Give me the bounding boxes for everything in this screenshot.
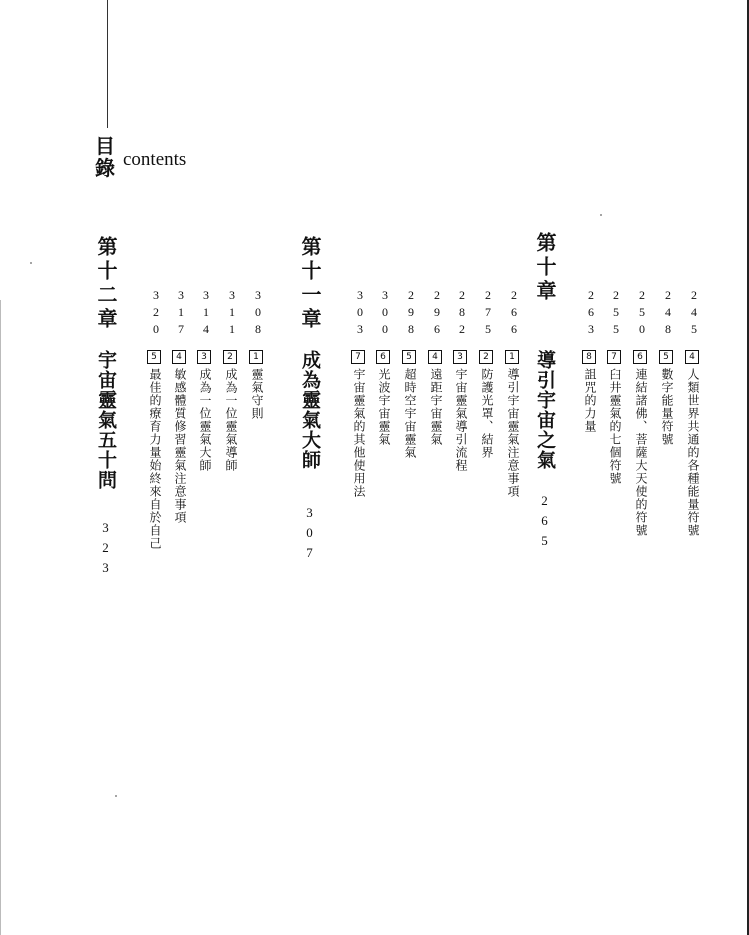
toc-entry-title: 靈氣守則 — [250, 368, 264, 420]
toc-entry-title: 敏感體質修習靈氣注意事項 — [173, 368, 187, 524]
chapter-label: 第十一章 — [298, 236, 322, 332]
toc-entry-title: 遠距宇宙靈氣 — [429, 368, 443, 446]
scan-speck — [600, 214, 602, 216]
toc-entry-page: 303 — [353, 288, 367, 339]
toc-entry-number: 4 — [172, 350, 186, 364]
scan-speck — [30, 262, 32, 264]
chapter-label: 第十章 — [533, 232, 557, 304]
toc-entry-number: 2 — [223, 350, 237, 364]
scan-speck — [115, 795, 117, 797]
toc-entry-page: 275 — [481, 288, 495, 339]
heading-en: contents — [123, 149, 187, 170]
toc-entry-number: 8 — [582, 350, 596, 364]
heading-zh: 目錄 — [95, 134, 115, 180]
toc-entry-number: 4 — [685, 350, 699, 364]
toc-entry-page: 300 — [378, 288, 392, 339]
page-edge-left — [0, 300, 1, 935]
toc-entry-title: 連結諸佛、菩薩大天使的符號 — [634, 368, 648, 537]
toc-entry-page: 248 — [661, 288, 675, 339]
toc-entry-number: 3 — [453, 350, 467, 364]
toc-entry-number: 4 — [428, 350, 442, 364]
toc-entry-page: 250 — [635, 288, 649, 339]
toc-entry-page: 255 — [609, 288, 623, 339]
toc-entry-number: 7 — [351, 350, 365, 364]
toc-entry-number: 7 — [607, 350, 621, 364]
toc-entry-title: 光波宇宙靈氣 — [377, 368, 391, 446]
toc-entry-page: 245 — [687, 288, 701, 339]
toc-entry-page: 298 — [404, 288, 418, 339]
toc-entry-title: 宇宙靈氣的其他使用法 — [352, 368, 366, 498]
toc-entry-title: 超時空宇宙靈氣 — [403, 368, 417, 459]
toc-entry-number: 1 — [505, 350, 519, 364]
toc-entry-page: 263 — [584, 288, 598, 339]
toc-entry-number: 3 — [197, 350, 211, 364]
chapter-page: 265 — [537, 493, 552, 553]
toc-entry-number: 5 — [147, 350, 161, 364]
chapter-title: 成為靈氣大師 — [299, 350, 321, 470]
toc-entry-page: 311 — [225, 288, 239, 339]
toc-entry-title: 數字能量符號 — [660, 368, 674, 446]
toc-entry-page: 317 — [174, 288, 188, 339]
vertical-rule — [107, 0, 108, 128]
toc-entry-title: 防護光罩、結界 — [480, 368, 494, 459]
toc-entry-title: 最佳的療育力量始終來自於自己 — [148, 368, 162, 550]
toc-entry-title: 成為一位靈氣導師 — [224, 368, 238, 472]
toc-entry-page: 320 — [149, 288, 163, 339]
toc-entry-number: 6 — [633, 350, 647, 364]
toc-entry-number: 5 — [402, 350, 416, 364]
toc-entry-page: 308 — [251, 288, 265, 339]
toc-entry-title: 宇宙靈氣導引流程 — [454, 368, 468, 472]
toc-entry-page: 314 — [199, 288, 213, 339]
toc-entry-number: 5 — [659, 350, 673, 364]
toc-entry-title: 導引宇宙靈氣注意事項 — [506, 368, 520, 498]
chapter-page: 307 — [302, 505, 317, 565]
toc-entry-number: 6 — [376, 350, 390, 364]
toc-entry-page: 296 — [430, 288, 444, 339]
toc-entry-title: 臼井靈氣的七個符號 — [608, 368, 622, 485]
chapter-label: 第十二章 — [94, 236, 118, 332]
toc-entry-number: 2 — [479, 350, 493, 364]
chapter-title: 宇宙靈氣五十問 — [95, 350, 117, 490]
chapter-page: 323 — [98, 520, 113, 580]
toc-entry-title: 人類世界共通的各種能量符號 — [686, 368, 700, 537]
toc-entry-page: 282 — [455, 288, 469, 339]
chapter-title: 導引宇宙之氣 — [534, 350, 556, 470]
toc-entry-page: 266 — [507, 288, 521, 339]
toc-entry-title: 成為一位靈氣大師 — [198, 368, 212, 472]
toc-entry-title: 詛咒的力量 — [583, 368, 597, 433]
toc-entry-number: 1 — [249, 350, 263, 364]
